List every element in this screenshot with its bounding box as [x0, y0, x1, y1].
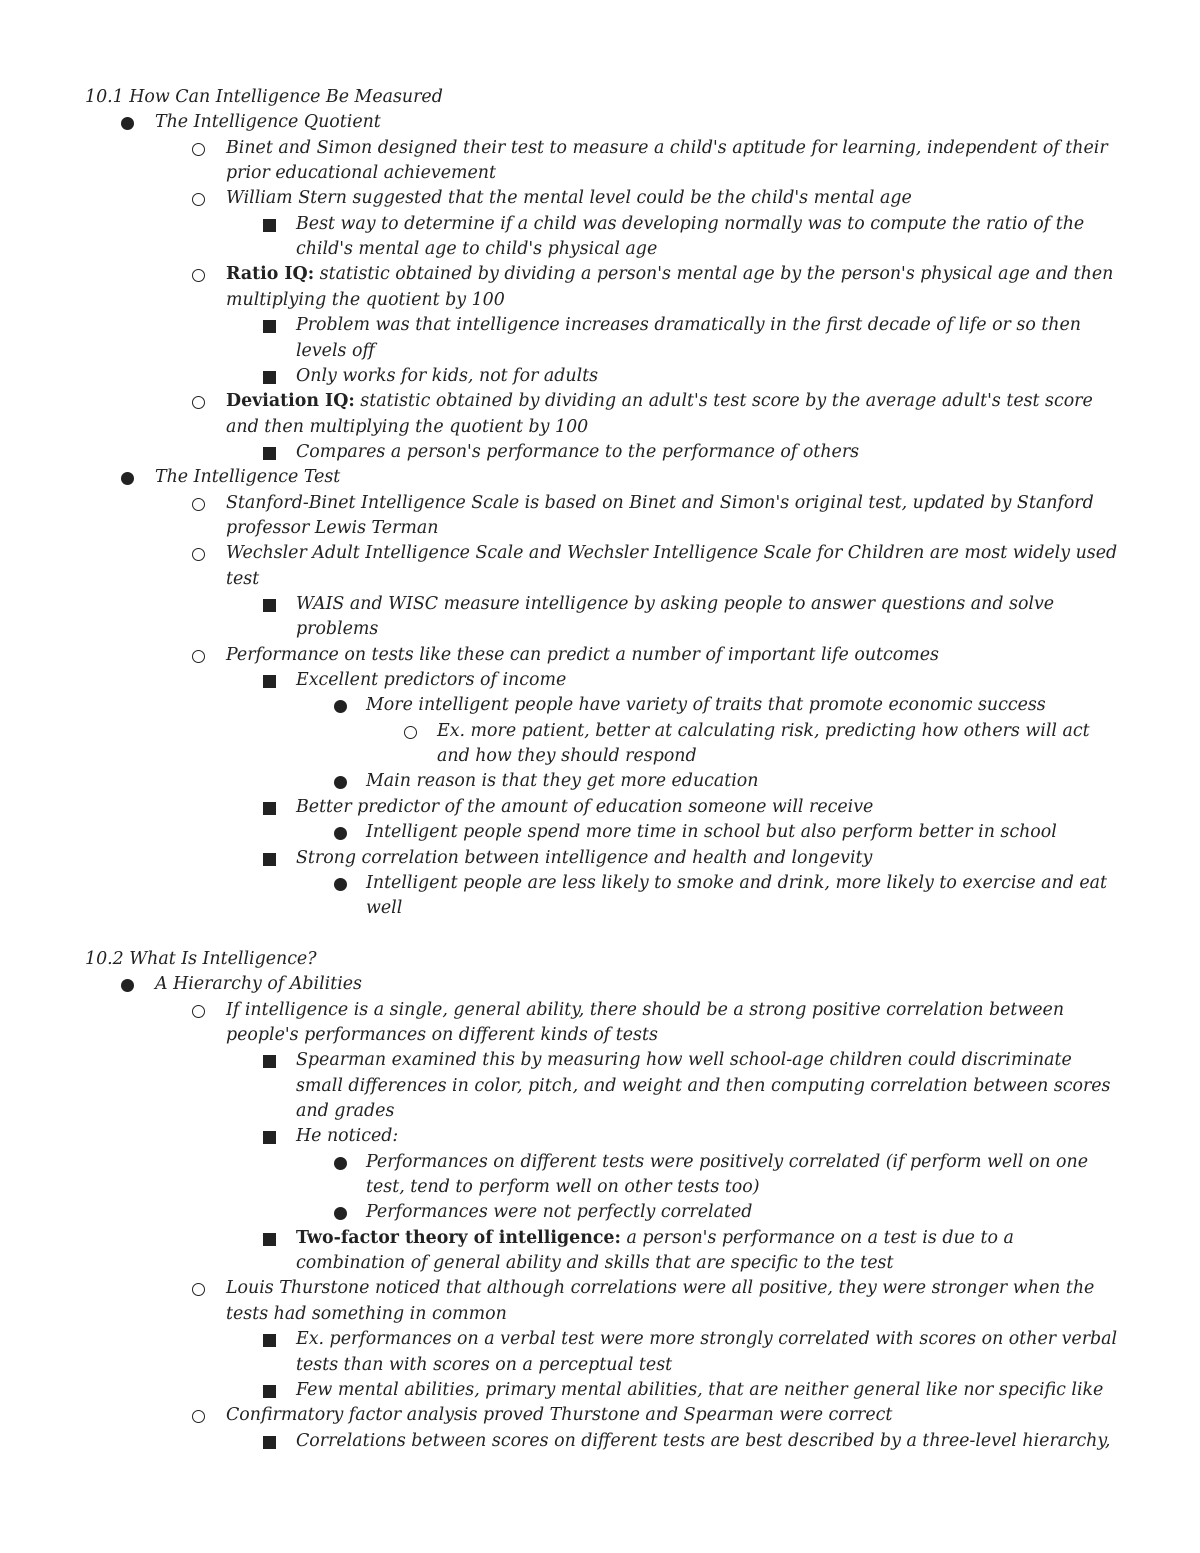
line-text — [226, 541, 1117, 566]
filled-square-bullet-icon — [263, 1055, 276, 1068]
line-text — [296, 237, 657, 262]
note-line — [0, 1099, 1200, 1124]
filled-square-bullet-icon — [263, 802, 276, 815]
line-body: Main reason is that they get more education — [366, 771, 759, 792]
filled-square-bullet-icon — [263, 599, 276, 612]
line-body: and grades — [296, 1101, 395, 1121]
note-line — [0, 567, 1200, 592]
line-text — [366, 769, 758, 794]
note-line — [0, 1226, 1200, 1251]
line-text — [226, 643, 939, 668]
note-line — [0, 440, 1200, 465]
note-line — [0, 415, 1200, 440]
line-body: well — [366, 898, 403, 919]
section-heading — [0, 85, 1200, 110]
line-text — [226, 136, 1108, 161]
hollow-circle-bullet-icon — [192, 1283, 205, 1296]
line-text — [296, 1353, 672, 1378]
note-line — [0, 1150, 1200, 1175]
line-body: tests than with scores on a perceptual test — [296, 1354, 673, 1375]
line-text — [296, 1226, 1014, 1251]
line-body: levels off — [296, 340, 375, 361]
filled-square-bullet-icon — [263, 675, 276, 688]
line-body: combination of general ability and skills that are specific to the test — [296, 1253, 894, 1274]
line-body: Performances on different tests were positively correlated (if perform well on one — [366, 1151, 1089, 1172]
filled-square-bullet-icon — [263, 1385, 276, 1398]
line-text — [296, 592, 1054, 617]
section-heading — [0, 947, 1200, 972]
line-text — [296, 339, 375, 364]
line-body: Intelligent people are less likely to smoke and drink, more likely to exercise and eat — [366, 872, 1108, 893]
note-line — [0, 896, 1200, 921]
line-body: statistic obtained by dividing an adult's test score by the average adult's test score — [354, 391, 1093, 412]
line-text — [155, 972, 362, 997]
line-text — [226, 389, 1093, 414]
filled-square-bullet-icon — [263, 320, 276, 333]
line-text — [85, 85, 443, 110]
note-line — [0, 972, 1200, 997]
line-text — [296, 364, 598, 389]
line-body: The Intelligence Quotient — [155, 112, 381, 133]
line-text — [366, 820, 1057, 845]
line-text — [296, 846, 872, 871]
line-text — [366, 1150, 1088, 1175]
line-body: The Intelligence Test — [155, 467, 341, 488]
hollow-circle-bullet-icon — [192, 548, 205, 561]
note-line — [0, 516, 1200, 541]
line-body: multiplying the quotient by 100 — [226, 289, 505, 310]
note-line — [0, 1124, 1200, 1149]
line-body: people's performances on different kinds of tests — [226, 1024, 658, 1045]
note-line — [0, 237, 1200, 262]
line-body: child's mental age to child's physical age — [296, 239, 658, 260]
line-body: William Stern suggested that the mental level could be the child's mental age — [226, 188, 912, 209]
line-body: He noticed: — [296, 1126, 399, 1147]
line-body: WAIS and WISC measure intelligence by asking people to answer questions and solve — [296, 594, 1055, 614]
line-text — [366, 896, 402, 921]
filled-square-bullet-icon — [263, 1233, 276, 1246]
line-body: prior educational achievement — [226, 163, 496, 184]
filled-disc-bullet-icon — [121, 472, 134, 485]
hollow-circle-bullet-icon — [192, 193, 205, 206]
line-text — [226, 262, 1113, 287]
line-text — [226, 516, 438, 541]
note-line — [0, 186, 1200, 211]
note-line — [0, 693, 1200, 718]
note-line — [0, 998, 1200, 1023]
hollow-circle-bullet-icon — [192, 1005, 205, 1018]
line-text — [296, 668, 566, 693]
line-body: Excellent predictors of income — [296, 670, 567, 691]
filled-disc-bullet-icon — [334, 1207, 347, 1220]
line-body: Ex. more patient, better at calculating risk, predicting how others will act — [437, 720, 1090, 741]
line-text — [296, 440, 859, 465]
line-body: If intelligence is a single, general ability, there should be a strong positive correlation between — [226, 999, 1065, 1020]
note-line — [0, 769, 1200, 794]
line-text — [296, 1251, 893, 1276]
filled-square-bullet-icon — [263, 219, 276, 232]
note-line — [0, 262, 1200, 287]
key-term: Two-factor theory of intelligence: — [296, 1227, 621, 1248]
key-term: Deviation IQ: — [226, 391, 355, 412]
note-line — [0, 313, 1200, 338]
note-line — [0, 389, 1200, 414]
hollow-circle-bullet-icon — [404, 726, 417, 739]
filled-disc-bullet-icon — [121, 117, 134, 130]
line-text — [296, 1048, 1072, 1073]
line-body: Better predictor of the amount of education someone will receive — [296, 796, 874, 817]
line-body: Few mental abilities, primary mental abilities, that are neither general like nor specific like — [296, 1379, 1104, 1400]
note-line — [0, 136, 1200, 161]
note-line — [0, 922, 1200, 947]
line-body: Ex. performances on a verbal test were more strongly correlated with scores on other verbal — [296, 1329, 1118, 1350]
line-text — [296, 1378, 1103, 1403]
note-line — [0, 1302, 1200, 1327]
note-line — [0, 820, 1200, 845]
filled-square-bullet-icon — [263, 1334, 276, 1347]
line-body: problems — [296, 619, 379, 640]
line-body: Performance on tests like these can predict a number of important life outcomes — [226, 644, 939, 665]
line-text — [226, 1403, 892, 1428]
line-body: More intelligent people have variety of traits that promote economic success — [366, 695, 1046, 716]
line-text — [296, 795, 873, 820]
filled-square-bullet-icon — [263, 371, 276, 384]
note-line — [0, 1074, 1200, 1099]
line-text — [296, 1429, 1110, 1454]
line-text — [226, 491, 1094, 516]
note-line — [0, 491, 1200, 516]
note-line — [0, 1200, 1200, 1225]
key-term: Ratio IQ: — [226, 264, 315, 285]
line-body: tests had something in common — [226, 1303, 507, 1324]
note-line — [0, 719, 1200, 744]
line-body: Only works for kids, not for adults — [296, 365, 599, 386]
line-text — [366, 1175, 760, 1200]
line-body: Intelligent people spend more time in school but also perform better in school — [366, 822, 1057, 843]
line-body: Binet and Simon designed their test to measure a child's aptitude for learning, independent of their — [226, 137, 1108, 158]
line-text — [366, 871, 1107, 896]
line-text — [296, 313, 1081, 338]
hollow-circle-bullet-icon — [192, 396, 205, 409]
note-line — [0, 1023, 1200, 1048]
note-line — [0, 1327, 1200, 1352]
line-body: Stanford-Binet Intelligence Scale is based on Binet and Simon's original test, updated by Stanford — [226, 492, 1094, 513]
note-line — [0, 465, 1200, 490]
note-line — [0, 1403, 1200, 1428]
line-body: small differences in color, pitch, and weight and then computing correlation between scores — [296, 1075, 1111, 1096]
note-line — [0, 1175, 1200, 1200]
line-body: 10.2 What Is Intelligence? — [85, 948, 317, 969]
line-body: Compares a person's performance to the performance of others — [296, 441, 860, 462]
line-text — [155, 465, 340, 490]
note-line — [0, 592, 1200, 617]
line-text — [437, 744, 697, 769]
line-text — [437, 719, 1090, 744]
line-text — [226, 186, 912, 211]
filled-disc-bullet-icon — [121, 979, 134, 992]
line-body: Performances were not perfectly correlated — [366, 1202, 753, 1223]
line-text — [226, 998, 1064, 1023]
line-body: Wechsler Adult Intelligence Scale and Wechsler Intelligence Scale for Children are most widely used — [226, 543, 1118, 564]
line-body: Louis Thurstone noticed that although correlations were all positive, they were stronger when the — [226, 1278, 1095, 1299]
line-text — [296, 617, 378, 642]
filled-square-bullet-icon — [263, 1131, 276, 1144]
line-text — [226, 161, 496, 186]
line-body: Confirmatory factor analysis proved Thurstone and Spearman were correct — [226, 1405, 893, 1426]
filled-square-bullet-icon — [263, 447, 276, 460]
line-text — [296, 1327, 1117, 1352]
filled-square-bullet-icon — [263, 853, 276, 866]
line-text — [155, 110, 381, 135]
note-line — [0, 339, 1200, 364]
line-body: and then multiplying the quotient by 100 — [226, 416, 589, 437]
note-line — [0, 668, 1200, 693]
line-text — [226, 567, 259, 592]
line-text — [296, 1074, 1110, 1099]
line-body: 10.1 How Can Intelligence Be Measured — [85, 87, 443, 107]
note-line — [0, 541, 1200, 566]
line-text — [226, 1023, 658, 1048]
note-line — [0, 846, 1200, 871]
note-line — [0, 1276, 1200, 1301]
line-body: Best way to determine if a child was developing normally was to compute the ratio of the — [296, 213, 1085, 234]
note-line — [0, 1429, 1200, 1454]
line-text — [226, 1276, 1094, 1301]
filled-disc-bullet-icon — [334, 776, 347, 789]
line-body: Problem was that intelligence increases dramatically in the first decade of life or so then — [296, 315, 1081, 336]
line-body: Spearman examined this by measuring how well school-age children could discriminate — [296, 1050, 1072, 1071]
filled-square-bullet-icon — [263, 1436, 276, 1449]
note-line — [0, 161, 1200, 186]
line-text — [366, 693, 1046, 718]
note-line — [0, 1048, 1200, 1073]
line-text — [296, 1099, 394, 1124]
line-text — [296, 212, 1084, 237]
line-body: A Hierarchy of Abilities — [155, 974, 362, 995]
line-body: test — [226, 568, 260, 589]
line-text — [226, 1302, 507, 1327]
note-line — [0, 744, 1200, 769]
line-body: Strong correlation between intelligence and health and longevity — [296, 847, 873, 868]
hollow-circle-bullet-icon — [192, 650, 205, 663]
line-body: Correlations between scores on different tests are best described by a three-level hierarchy, — [296, 1430, 1111, 1451]
note-line — [0, 364, 1200, 389]
filled-disc-bullet-icon — [334, 827, 347, 840]
note-line — [0, 1378, 1200, 1403]
line-text — [226, 288, 505, 313]
line-text — [226, 415, 588, 440]
hollow-circle-bullet-icon — [192, 269, 205, 282]
filled-disc-bullet-icon — [334, 878, 347, 891]
line-body: professor Lewis Terman — [226, 517, 439, 538]
line-text — [296, 1124, 398, 1149]
line-body: a person's performance on a test is due to a — [620, 1227, 1014, 1248]
line-body: and how they should respond — [437, 746, 697, 767]
hollow-circle-bullet-icon — [192, 143, 205, 156]
note-line — [0, 617, 1200, 642]
note-line — [0, 110, 1200, 135]
note-line — [0, 212, 1200, 237]
line-text — [366, 1200, 752, 1225]
note-line — [0, 288, 1200, 313]
line-body: statistic obtained by dividing a person's mental age by the person's physical age and then — [314, 264, 1114, 285]
note-line — [0, 871, 1200, 896]
note-line — [0, 795, 1200, 820]
line-body: test, tend to perform well on other tests too) — [366, 1177, 760, 1198]
filled-disc-bullet-icon — [334, 700, 347, 713]
note-line — [0, 643, 1200, 668]
note-line — [0, 1353, 1200, 1378]
hollow-circle-bullet-icon — [192, 498, 205, 511]
note-line — [0, 1251, 1200, 1276]
filled-disc-bullet-icon — [334, 1157, 347, 1170]
line-text — [85, 947, 317, 972]
hollow-circle-bullet-icon — [192, 1410, 205, 1423]
